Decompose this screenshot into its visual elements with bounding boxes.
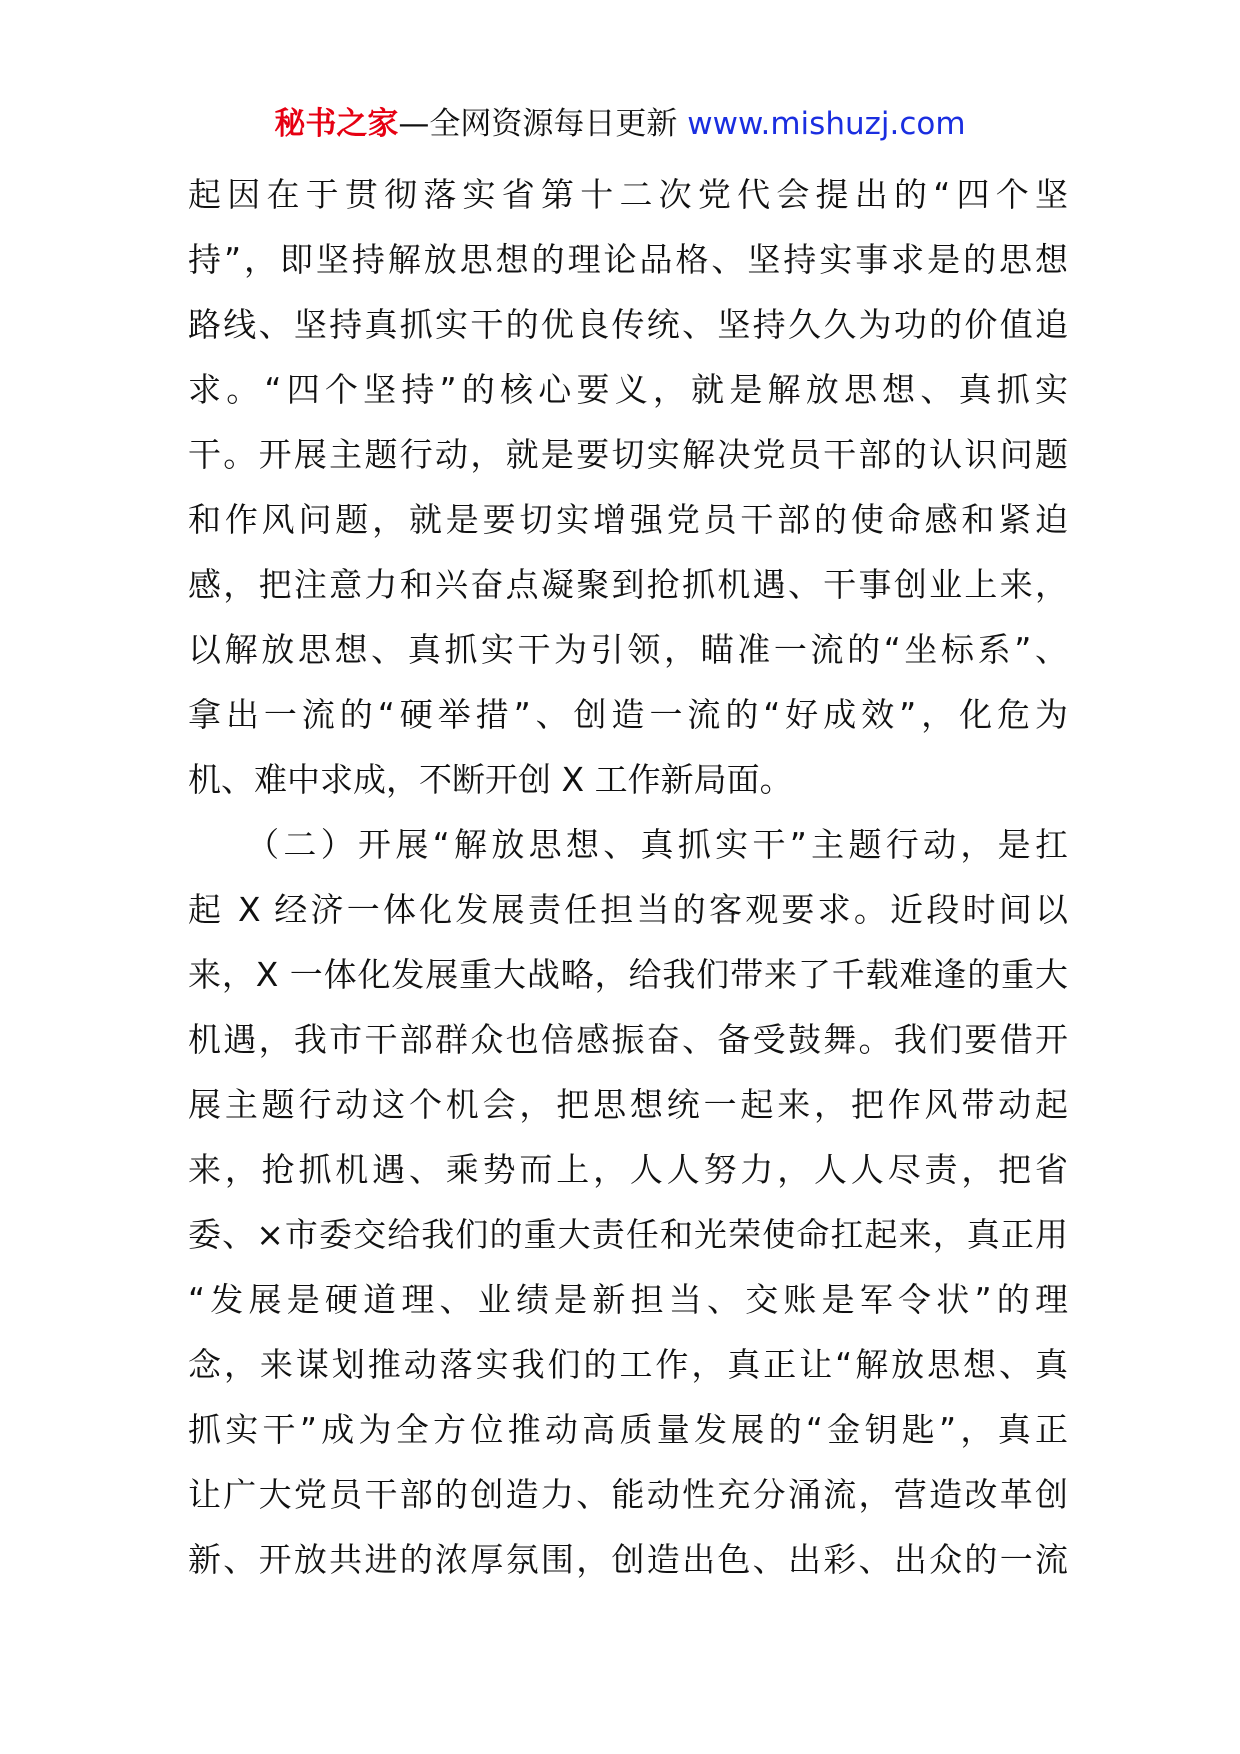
header-tagline: —全网资源每日更新 [398,106,688,142]
text-line: “发展是硬道理、业绩是新担当、交账是军令状”的理 [188,1280,1068,1319]
document-body [188,162,1068,1592]
text-line: 路线、坚持真抓实干的优良传统、坚持久久为功的价值追 [188,305,1068,344]
text-line: 抓实干”成为全方位推动高质量发展的“金钥匙”，真正 [188,1410,1068,1449]
text-line: （二）开展“解放思想、真抓实干”主题行动，是扛 [188,825,1068,864]
text-line: 拿出一流的“硬举措”、创造一流的“好成效”，化危为 [188,695,1068,734]
text-line: 委、×市委交给我们的重大责任和光荣使命扛起来，真正用 [188,1215,1068,1254]
text-line: 持”，即坚持解放思想的理论品格、坚持实事求是的思想 [188,240,1068,279]
text-line: 展主题行动这个机会，把思想统一起来，把作风带动起 [188,1085,1068,1124]
text-line: 念，来谋划推动落实我们的工作，真正让“解放思想、真 [188,1345,1068,1384]
page-header [0,100,1240,148]
header-brand: 秘书之家 [274,106,399,142]
text-line: 起 X 经济一体化发展责任担当的客观要求。近段时间以 [188,890,1068,929]
text-line: 和作风问题，就是要切实增强党员干部的使命感和紧迫 [188,500,1068,539]
text-line: 来，X 一体化发展重大战略，给我们带来了千载难逢的重大 [188,955,1068,994]
header-site-link[interactable]: www.mishuzj.com [687,106,966,142]
text-line: 新、开放共进的浓厚氛围，创造出色、出彩、出众的一流 [188,1540,1068,1579]
text-line: 机遇，我市干部群众也倍感振奋、备受鼓舞。我们要借开 [188,1020,1068,1059]
text-line: 来，抢抓机遇、乘势而上，人人努力，人人尽责，把省 [188,1150,1068,1189]
text-line: 以解放思想、真抓实干为引领，瞄准一流的“坐标系”、 [188,630,1068,669]
text-line: 让广大党员干部的创造力、能动性充分涌流，营造改革创 [188,1475,1068,1514]
text-line: 感，把注意力和兴奋点凝聚到抢抓机遇、干事创业上来， [188,565,1068,604]
paragraph-end-line: 机、难中求成，不断开创 X 工作新局面。 [188,760,793,799]
text-line: 干。开展主题行动，就是要切实解决党员干部的认识问题 [188,435,1068,474]
text-line: 起因在于贯彻落实省第十二次党代会提出的“四个坚 [188,175,1068,214]
text-line: 求。“四个坚持”的核心要义，就是解放思想、真抓实 [188,370,1068,409]
